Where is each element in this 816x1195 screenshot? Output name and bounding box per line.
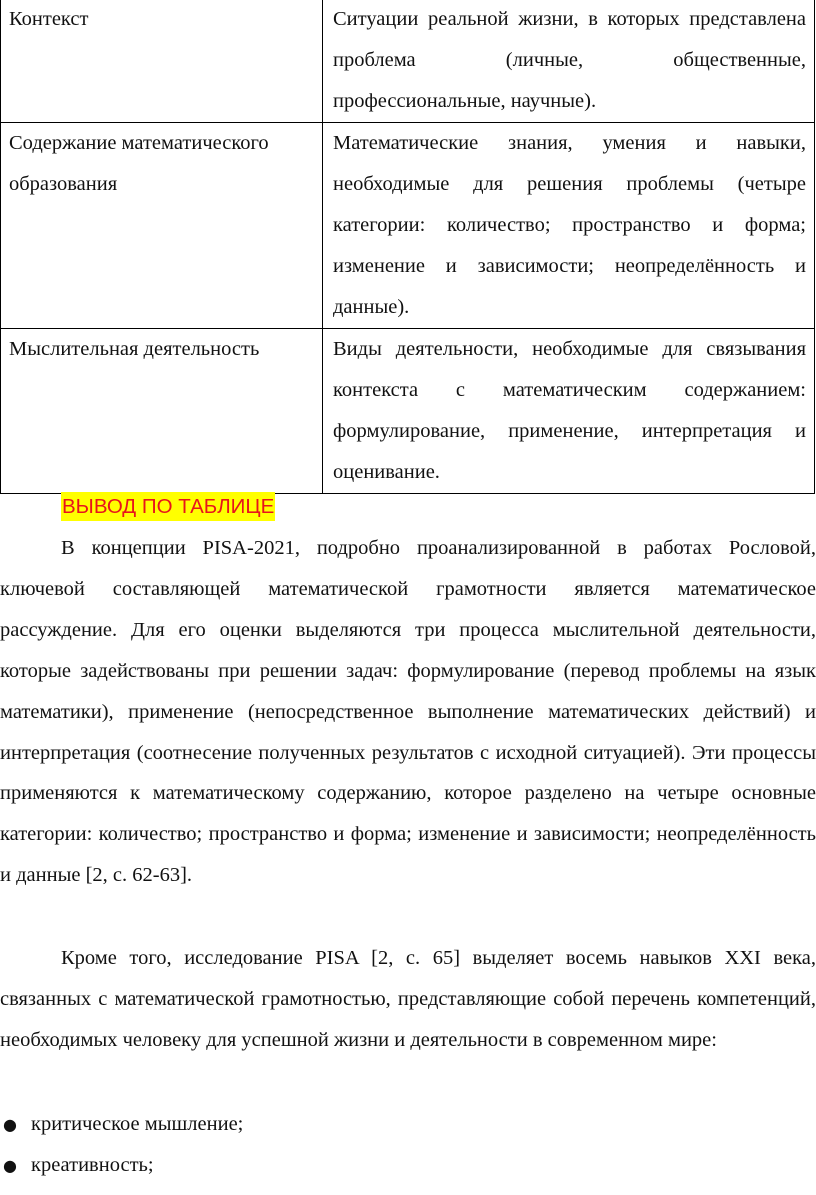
list-item-text: критическое мышление; (31, 1113, 244, 1135)
list-item (0, 1104, 816, 1145)
conclusion-heading: ВЫВОД ПО ТАБЛИЦЕ (61, 492, 275, 521)
table-row (1, 0, 815, 123)
table-cell-term: Мыслительная деятельность (1, 329, 323, 494)
table-cell-description: Математические знания, умения и навыки, необходимые для решения проблемы (четыре категории: количество; пространство и форма; изменение и зависимости; неопределённость и данные). (323, 123, 815, 329)
body-paragraph: В концепции PISA-2021, подробно проанализированной в работах Рословой, ключевой составляющей математической грамотности является математическое рассуждение. Для его оценки выделяются три процесса мыслительной деятельности, которые задействованы при решении задач: формулирование (перевод проблемы на язык математики), применение (непосредственное выполнение математических действий) и интерпретация (соотнесение полученных результатов с исходной ситуацией). Эти процессы применяются к математическому содержанию, которое разделено на четыре основные категории: количество; пространство и форма; изменение и зависимости; неопределённость и данные [2, с. 62-63]. (0, 537, 816, 887)
concept-table (0, 0, 815, 494)
table-cell-description: Ситуации реальной жизни, в которых представлена проблема (личные, общественные, профессиональные, научные). (323, 0, 815, 123)
bullet-icon: ● (3, 1115, 17, 1134)
table-cell-term: Контекст (1, 0, 323, 123)
table-row (1, 123, 815, 329)
skills-list (0, 1104, 816, 1186)
table-cell-term: Содержание математического образования (1, 123, 323, 329)
bullet-icon: ● (3, 1156, 17, 1175)
body-paragraph: Кроме того, исследование PISA [2, с. 65] выделяет восемь навыков XXI века, связанных с математической грамотностью, представляющие собой перечень компетенций, необходимых человеку для успешной жизни и деятельности в современном мире: (0, 947, 816, 1051)
list-item (0, 1145, 816, 1186)
list-item-text: креативность; (31, 1154, 154, 1176)
table-cell-description: Виды деятельности, необходимые для связывания контекста с математическим содержанием: формулирование, применение, интерпретация и оценивание. (323, 329, 815, 494)
table-row (1, 329, 815, 494)
